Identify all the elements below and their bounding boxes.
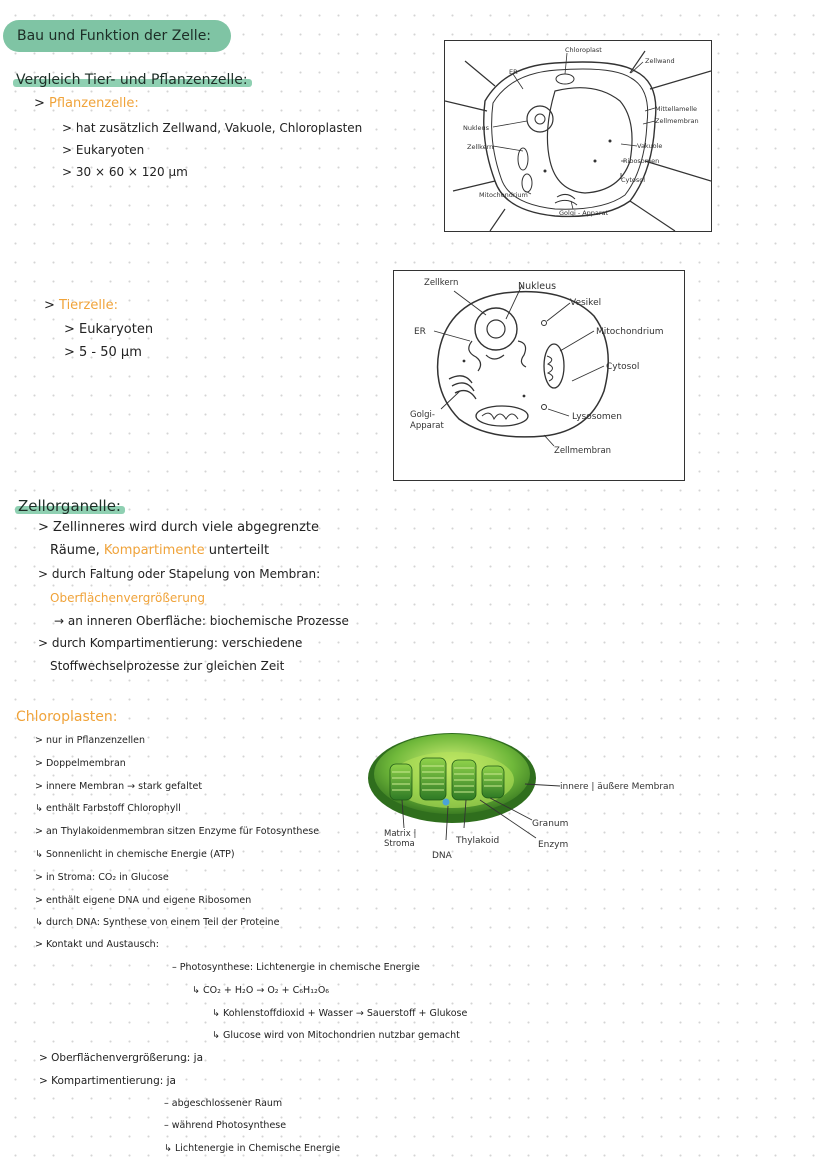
plant-fig-label-ribosomen: Ribosomen <box>623 157 660 165</box>
chloro-item-3: > innere Membran → stark gefaltet <box>35 781 203 792</box>
comparison-heading: Vergleich Tier- und Pflanzenzelle: <box>16 72 248 88</box>
animal-item-1: > Eukaryoten <box>64 322 154 337</box>
organelles-line-4: Oberflächenvergrößerung <box>50 591 206 605</box>
chloro-fig-label-enzym: Enzym <box>538 840 569 850</box>
animal-fig-label-cytosol: Cytosol <box>606 362 640 372</box>
chloro-item-4: ↳ enthält Farbstoff Chlorophyll <box>35 803 181 814</box>
plant-fig-label-vakuole: Vakuole <box>637 142 663 150</box>
plant-cell-drawing <box>445 41 711 231</box>
chloro-fig-label-membran: innere | äußere Membran <box>560 782 675 792</box>
animal-fig-label-zellmembran: Zellmembran <box>554 446 612 456</box>
animal-item-2-text: 5 - 50 µm <box>79 345 142 360</box>
organelles-line-1: > Zellinneres wird durch viele abgegrenzte <box>38 520 320 535</box>
organelles-line-3-text: durch Faltung oder Stapelung von Membran: <box>51 567 321 581</box>
animal-label: > Tierzelle: <box>44 298 118 313</box>
animal-fig-label-mitochondrium: Mitochondrium <box>596 327 664 337</box>
plant-label-text: Pflanzenzelle: <box>49 96 139 111</box>
chloro-item-1-text: nur in Pflanzenzellen <box>45 735 146 746</box>
chloro-sub-2: – während Photosynthese <box>164 1120 287 1131</box>
chloro-fig-label-matrix2: Stroma <box>384 839 415 849</box>
chloro-item-9: ↳ durch DNA: Synthese von einem Teil der Proteine <box>35 917 280 928</box>
chloro-item-8: > enthält eigene DNA und eigene Ribosomen <box>35 895 252 906</box>
chloro-fig-label-granum: Granum <box>532 819 569 829</box>
organelles-heading: Zellorganelle: <box>18 497 121 515</box>
organelles-line-5-text: an inneren Oberfläche: biochemische Prozesse <box>67 614 349 628</box>
plant-item-1: > hat zusätzlich Zellwand, Vakuole, Chloroplasten <box>62 121 363 135</box>
plant-fig-label-zellwand: Zellwand <box>645 57 675 65</box>
animal-fig-label-er: ER <box>414 327 426 337</box>
organelles-line-6-text: durch Kompartimentierung: verschiedene <box>51 636 303 650</box>
chloro-item-10-text: Kontakt und Austausch: <box>45 939 159 950</box>
chloroplast-drawing <box>360 728 690 868</box>
chloro-item-2: > Doppelmembran <box>35 758 126 769</box>
plant-item-2: > Eukaryoten <box>62 143 145 157</box>
photosynthesis-line-4-text: Glucose wird von Mitochondrien nutzbar gemacht <box>222 1030 460 1041</box>
photosynthesis-line-2: ↳ CO₂ + H₂O → O₂ + C₆H₁₂O₆ <box>192 985 330 996</box>
page-title: Bau und Funktion der Zelle: <box>3 20 231 52</box>
plant-item-1-text: hat zusätzlich Zellwand, Vakuole, Chloroplasten <box>75 121 363 135</box>
chloro-surface-text: Oberflächenvergrößerung: ja <box>51 1052 204 1064</box>
animal-item-1-text: Eukaryoten <box>79 322 154 337</box>
chloro-sub-1: – abgeschlossener Raum <box>164 1098 283 1109</box>
chloro-sub-1-text: abgeschlossener Raum <box>171 1098 283 1109</box>
chloro-item-3-text: innere Membran → stark gefaltet <box>45 781 203 792</box>
organelles-line-2b: Kompartimente <box>103 543 205 558</box>
plant-fig-label-chloroplast: Chloroplast <box>565 46 602 54</box>
animal-fig-label-nukleus: Nukleus <box>518 281 557 292</box>
chloro-sub-3-text: Lichtenergie in Chemische Energie <box>174 1143 341 1154</box>
plant-fig-label-golgi: Golgi - Apparat <box>559 209 609 217</box>
organelles-line-2a: Räume, <box>50 543 100 558</box>
animal-fig-label-lysosomen: Lysosomen <box>572 412 622 422</box>
chloro-fig-label-matrix1: Matrix | <box>384 829 417 839</box>
chloro-item-10: > Kontakt und Austausch: <box>35 939 159 950</box>
animal-cell-figure <box>393 270 685 481</box>
chloro-sub-3: ↳ Lichtenergie in Chemische Energie <box>164 1143 341 1154</box>
organelles-line-3: > durch Faltung oder Stapelung von Membran: <box>38 567 321 581</box>
chloro-item-7-text: in Stroma: CO₂ in Glucose <box>45 872 169 883</box>
plant-item-3-text: 30 × 60 × 120 µm <box>75 165 188 179</box>
plant-fig-label-er: ER <box>509 68 518 76</box>
photosynthesis-line-1: – Photosynthese: Lichtenergie in chemische Energie <box>172 962 420 973</box>
chloro-fig-label-dna: DNA <box>432 851 452 861</box>
chloro-item-1: > nur in Pflanzenzellen <box>35 735 146 746</box>
animal-cell-drawing <box>394 271 684 480</box>
plant-cell-figure <box>444 40 712 232</box>
plant-fig-label-mitochondrium: Mitochondrium <box>479 191 528 199</box>
chloro-item-5-text: an Thylakoidenmembran sitzen Enzyme für Fotosynthese <box>45 826 320 837</box>
chloro-item-7: > in Stroma: CO₂ in Glucose <box>35 872 169 883</box>
animal-label-text: Tierzelle: <box>59 298 118 313</box>
photosynthesis-line-3: ↳ Kohlenstoffdioxid + Wasser → Sauerstoff + Glukose <box>212 1008 468 1019</box>
chloroplast-figure <box>360 728 690 868</box>
animal-fig-label-golgi1: Golgi- <box>410 410 435 420</box>
chloro-surface: > Oberflächenvergrößerung: ja <box>39 1052 204 1064</box>
chloro-item-5: > an Thylakoidenmembran sitzen Enzyme für Fotosynthese <box>35 826 320 837</box>
chloro-compartment-text: Kompartimentierung: ja <box>51 1075 176 1087</box>
chloro-item-2-text: Doppelmembran <box>45 758 126 769</box>
animal-fig-label-zellkern: Zellkern <box>424 278 459 288</box>
chloro-compartment: > Kompartimentierung: ja <box>39 1075 176 1087</box>
chloro-item-8-text: enthält eigene DNA und eigene Ribosomen <box>45 895 252 906</box>
chloro-item-6-text: Sonnenlicht in chemische Energie (ATP) <box>45 849 235 860</box>
animal-item-2: > 5 - 50 µm <box>64 345 142 360</box>
plant-fig-label-zellmembran: Zellmembran <box>655 117 699 125</box>
photosynthesis-line-1-text: Photosynthese: Lichtenergie in chemische Energie <box>179 962 420 973</box>
chloro-fig-label-thylakoid: Thylakoid <box>456 836 500 846</box>
organelles-line-2c: unterteilt <box>208 543 270 558</box>
organelles-line-1-text: Zellinneres wird durch viele abgegrenzte <box>53 520 320 535</box>
plant-fig-label-zellkern: Zellkern <box>467 143 494 151</box>
photosynthesis-line-2-text: CO₂ + H₂O → O₂ + C₆H₁₂O₆ <box>202 985 330 996</box>
animal-fig-label-golgi2: Apparat <box>410 421 444 431</box>
chloroplasts-heading: Chloroplasten: <box>16 709 118 725</box>
photosynthesis-line-4: ↳ Glucose wird von Mitochondrien nutzbar gemacht <box>212 1030 460 1041</box>
plant-label: > Pflanzenzelle: <box>34 96 139 111</box>
plant-item-3: > 30 × 60 × 120 µm <box>62 165 188 179</box>
organelles-line-2 <box>50 543 269 558</box>
plant-fig-label-mittellamelle: Mittellamelle <box>655 105 698 113</box>
plant-fig-label-cytosol: Cytosol <box>621 176 646 184</box>
organelles-line-5: → an inneren Oberfläche: biochemische Prozesse <box>54 614 349 628</box>
chloro-item-9-text: durch DNA: Synthese von einem Teil der Proteine <box>45 917 280 928</box>
organelles-line-7: Stoffwechselprozesse zur gleichen Zeit <box>50 659 285 673</box>
chloro-sub-2-text: während Photosynthese <box>171 1120 287 1131</box>
organelles-line-6: > durch Kompartimentierung: verschiedene <box>38 636 303 650</box>
chloro-item-4-text: enthält Farbstoff Chlorophyll <box>45 803 181 814</box>
chloro-item-6: ↳ Sonnenlicht in chemische Energie (ATP) <box>35 849 235 860</box>
animal-fig-label-vesikel: Vesikel <box>570 298 602 308</box>
photosynthesis-line-3-text: Kohlenstoffdioxid + Wasser → Sauerstoff + Glukose <box>222 1008 468 1019</box>
plant-fig-label-nukleus: Nukleus <box>463 124 490 132</box>
plant-item-2-text: Eukaryoten <box>75 143 145 157</box>
